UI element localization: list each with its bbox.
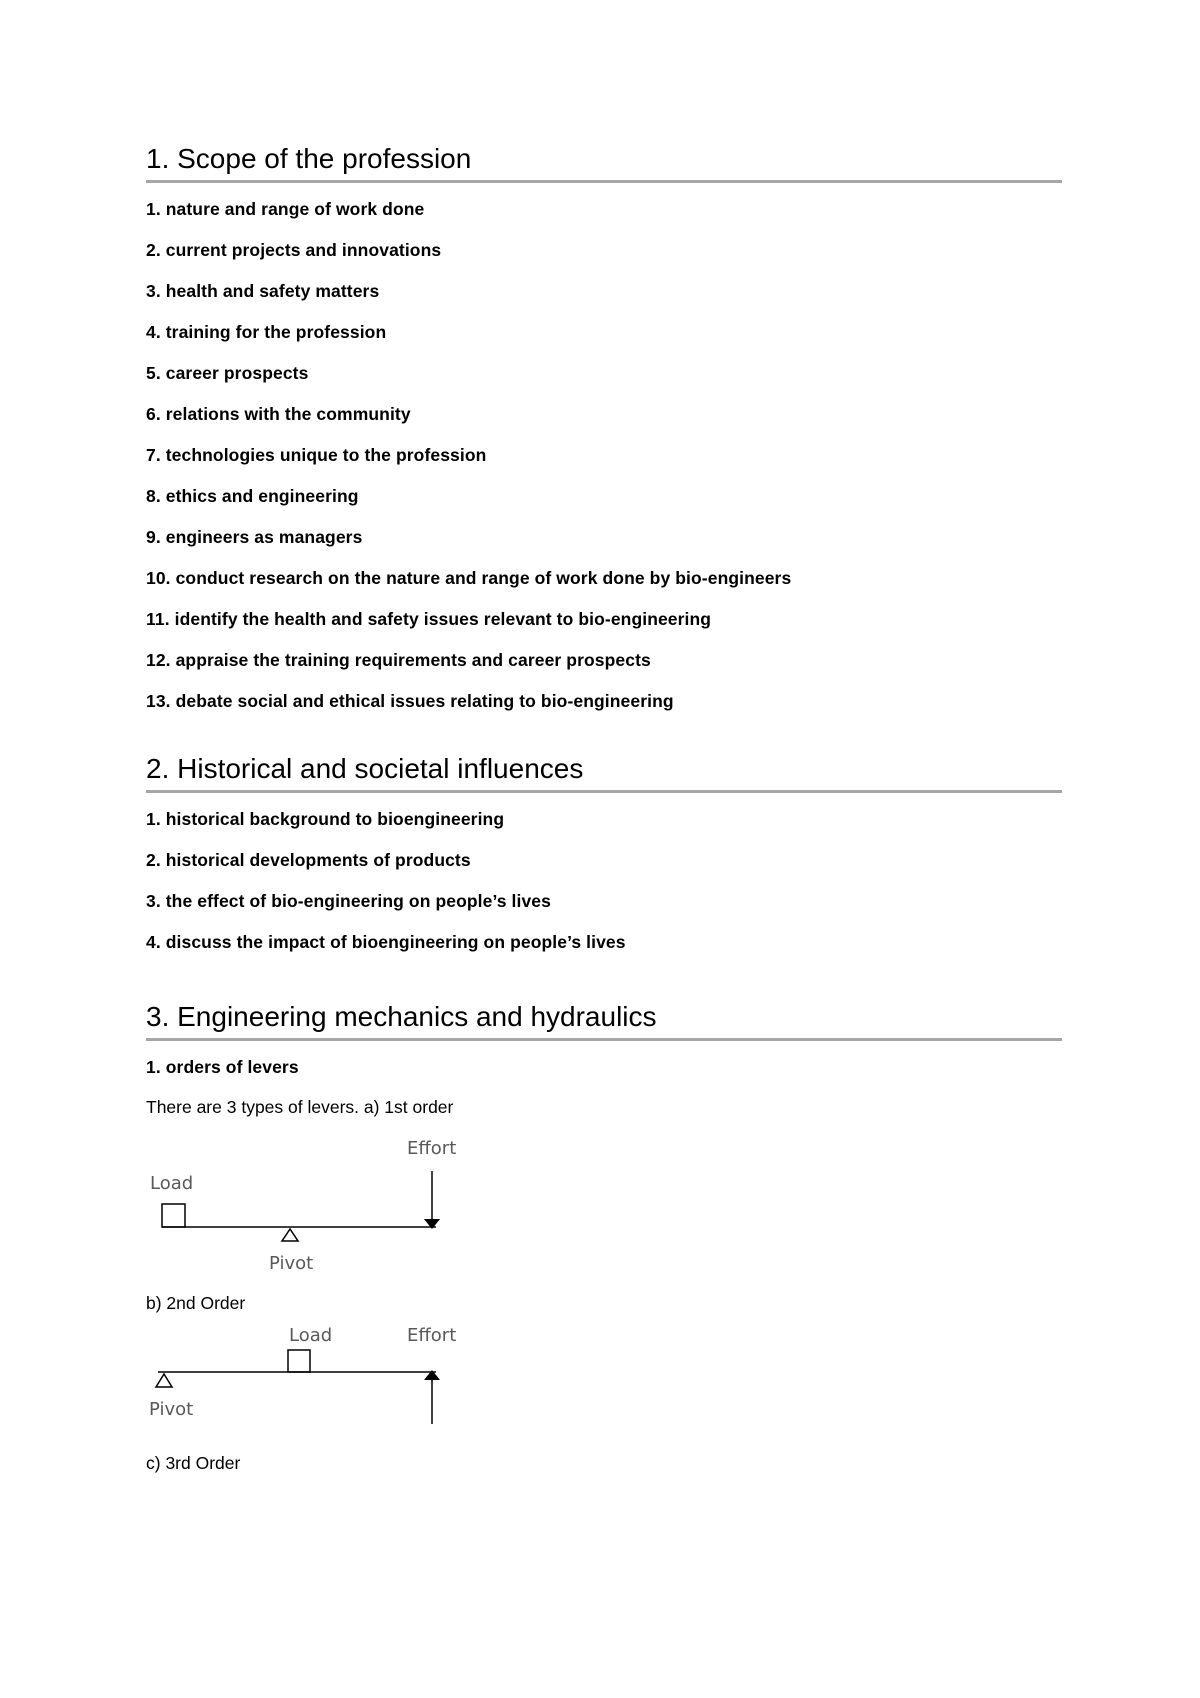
section-historical — [146, 752, 1062, 954]
list-item: 2. historical developments of products — [146, 850, 471, 870]
second-order-lever-diagram — [146, 1317, 466, 1447]
document-page — [146, 142, 1062, 1475]
list-item: 1. historical background to bioengineering — [146, 809, 505, 829]
second-order-caption: b) 2nd Order — [146, 1293, 246, 1313]
load-box — [288, 1350, 310, 1372]
pivot-triangle-icon — [282, 1229, 298, 1241]
effort-label: Effort — [407, 1325, 457, 1346]
load-label: Load — [289, 1325, 333, 1346]
pivot-label: Pivot — [269, 1253, 314, 1274]
list-item: 3. health and safety matters — [146, 281, 380, 301]
list-item: 1. nature and range of work done — [146, 199, 425, 219]
list-item: 11. identify the health and safety issues relevant to bio-engineering — [146, 609, 712, 629]
section-scope — [146, 142, 1062, 713]
list-item: 3. the effect of bio-engineering on people’s lives — [146, 891, 551, 911]
pivot-label: Pivot — [149, 1399, 194, 1420]
third-order-caption: c) 3rd Order — [146, 1453, 241, 1473]
section-mechanics — [146, 1000, 1062, 1475]
first-order-lever-diagram — [146, 1123, 466, 1283]
topic-list — [146, 197, 1062, 713]
list-item: 7. technologies unique to the profession — [146, 445, 487, 465]
list-item: 6. relations with the community — [146, 404, 411, 424]
list-item: 13. debate social and ethical issues relating to bio-engineering — [146, 691, 674, 711]
list-item: 4. discuss the impact of bioengineering on people’s lives — [146, 932, 626, 952]
load-label: Load — [150, 1173, 194, 1194]
topic-list — [146, 1055, 1062, 1079]
lever-intro-text: There are 3 types of levers. a) 1st order — [146, 1097, 454, 1117]
section-title: 2. Historical and societal influences — [146, 752, 1062, 793]
list-item: 10. conduct research on the nature and range of work done by bio-engineers — [146, 568, 792, 588]
pivot-triangle-icon — [156, 1374, 172, 1387]
list-item: 4. training for the profession — [146, 322, 387, 342]
load-box — [162, 1204, 185, 1227]
section-title: 1. Scope of the profession — [146, 142, 1062, 183]
list-item: 5. career prospects — [146, 363, 309, 383]
list-item: 9. engineers as managers — [146, 527, 363, 547]
list-item: 1. orders of levers — [146, 1057, 299, 1077]
effort-label: Effort — [407, 1138, 457, 1159]
topic-list — [146, 807, 1062, 954]
list-item: 8. ethics and engineering — [146, 486, 359, 506]
section-title: 3. Engineering mechanics and hydraulics — [146, 1000, 1062, 1041]
list-item: 12. appraise the training requirements and career prospects — [146, 650, 651, 670]
list-item: 2. current projects and innovations — [146, 240, 442, 260]
